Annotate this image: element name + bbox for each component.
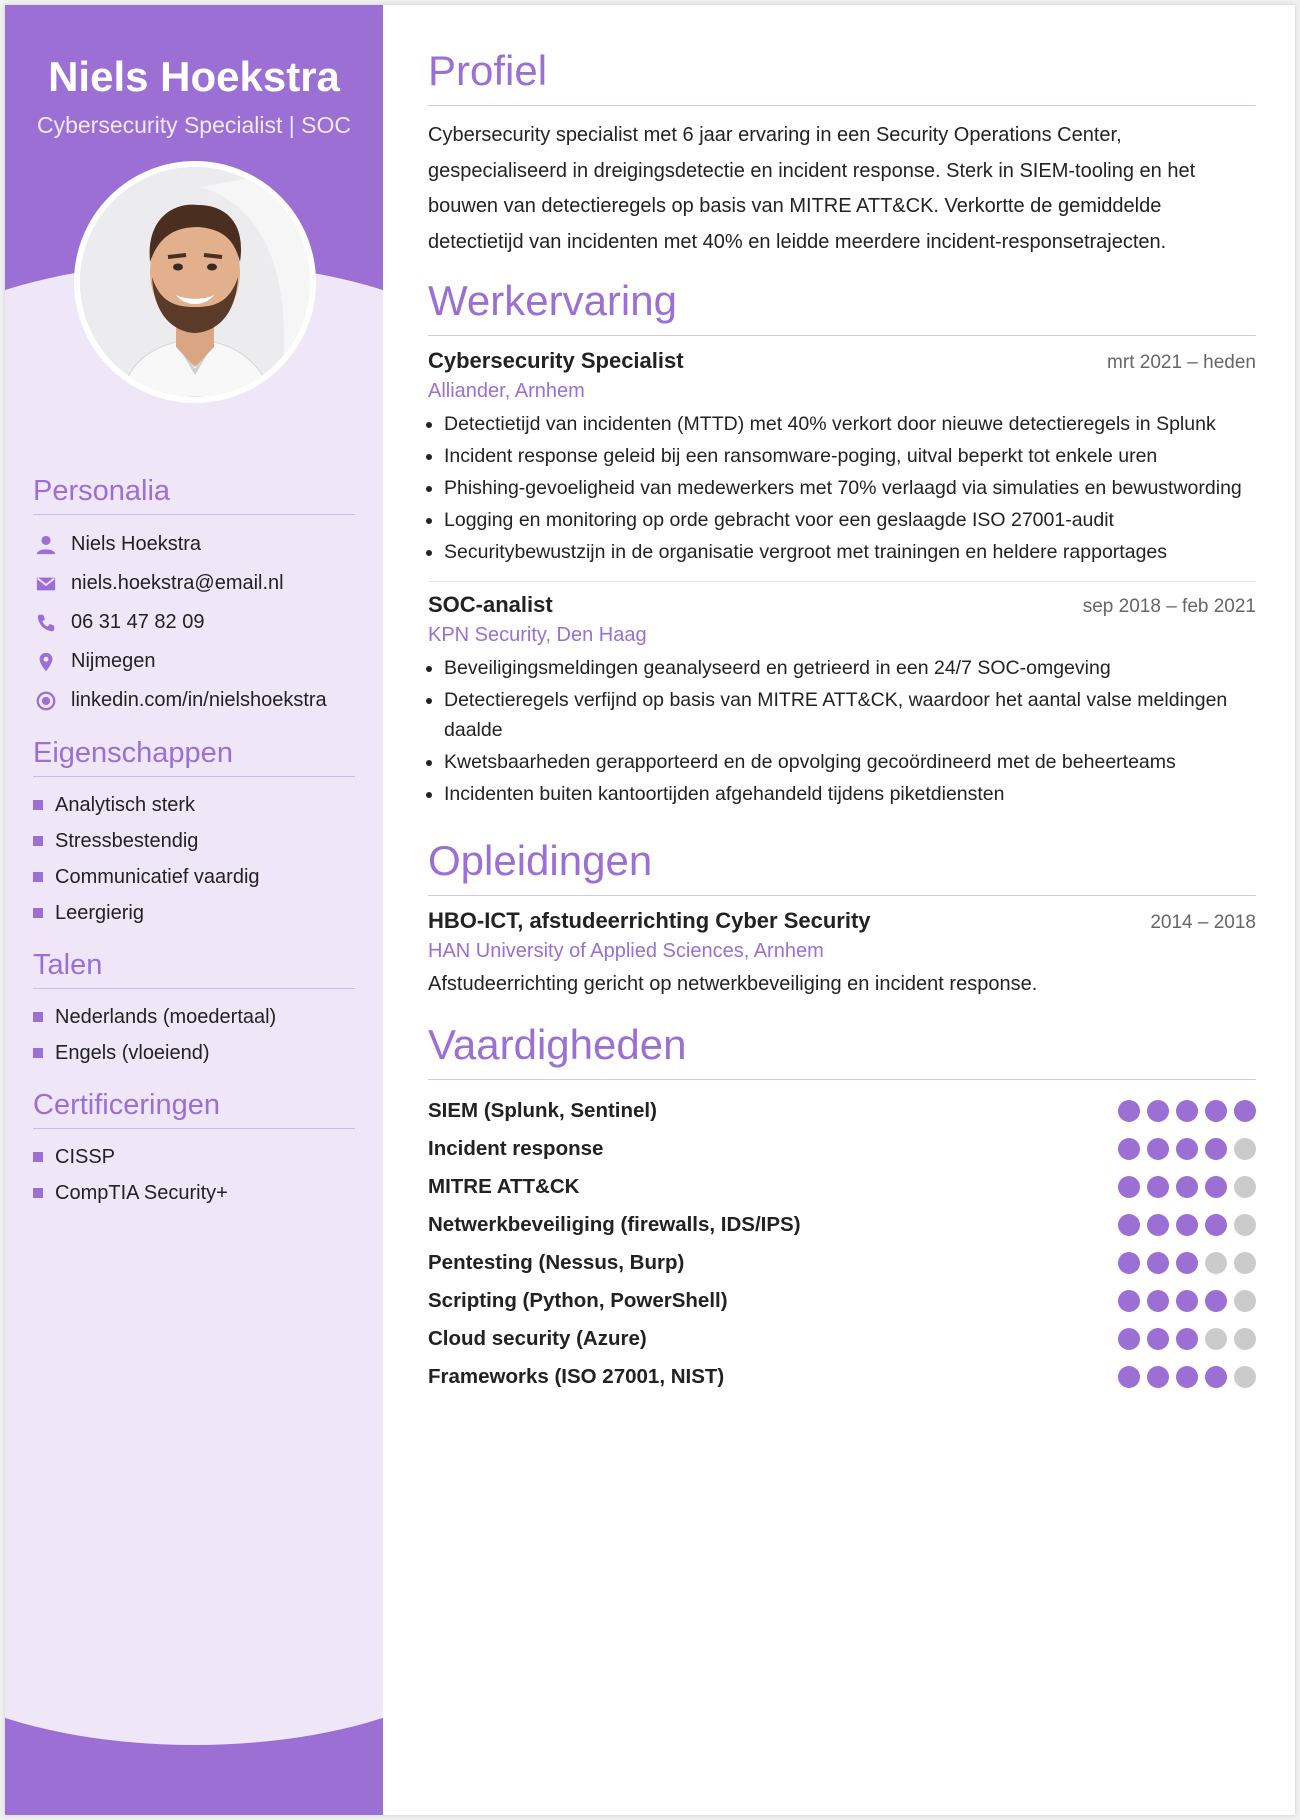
vaardigheden-section — [428, 1021, 1256, 1396]
rating-dot-filled-icon — [1205, 1214, 1227, 1236]
language-label: Engels (vloeiend) — [55, 1041, 210, 1064]
rating-dot-filled-icon — [1118, 1214, 1140, 1236]
skill-name: Incident response — [428, 1137, 604, 1160]
trait-item — [33, 895, 355, 931]
job-bullet: • Securitybewustzijn in de organisatie vergroot met trainingen en heldere rapportages — [444, 537, 1256, 567]
contact-phone[interactable]: 06 31 47 82 09 — [71, 611, 205, 633]
rating-dot-empty-icon — [1205, 1328, 1227, 1350]
rating-dot-filled-icon — [1205, 1176, 1227, 1198]
rating-dot-filled-icon — [1176, 1290, 1198, 1312]
rating-dot-filled-icon — [1118, 1328, 1140, 1350]
skill-rating — [1111, 1214, 1256, 1236]
rating-dot-filled-icon — [1118, 1100, 1140, 1122]
werkervaring-title: Werkervaring — [428, 277, 1256, 336]
bullet-square-icon — [33, 908, 43, 918]
profile-line: Cybersecurity specialist met 6 jaar ervaring in een Security Operations Center, — [428, 124, 1122, 146]
contact-phone-row — [33, 603, 355, 642]
rating-dot-empty-icon — [1234, 1138, 1256, 1160]
trait-label: Leergierig — [55, 901, 144, 924]
rating-dot-filled-icon — [1176, 1214, 1198, 1236]
skill-name: Cloud security (Azure) — [428, 1327, 647, 1350]
job-bullets — [428, 653, 1256, 809]
skill-row — [428, 1358, 1256, 1396]
rating-dot-empty-icon — [1205, 1252, 1227, 1274]
profile-line: detectietijd van incidenten met 40% en leidde meerdere incident-responsetrajecten. — [428, 230, 1167, 253]
profile-line: gespecialiseerd in dreigingsdetectie en incident response. Sterk in SIEM-tooling en het — [428, 159, 1196, 182]
contact-email-row — [33, 564, 355, 603]
job-title: SOC-analist — [428, 592, 553, 617]
werkervaring-section — [428, 277, 1256, 811]
rating-dot-empty-icon — [1234, 1176, 1256, 1198]
job-bullet: • Incident response geleid bij een ransomware-poging, uitval beperkt tot enkele uren — [444, 441, 1256, 471]
rating-dot-filled-icon — [1176, 1366, 1198, 1388]
skill-name: Frameworks (ISO 27001, NIST) — [428, 1365, 725, 1388]
certification-item — [33, 1139, 355, 1175]
rating-dot-filled-icon — [1176, 1176, 1198, 1198]
language-item — [33, 1035, 355, 1071]
rating-dot-filled-icon — [1147, 1252, 1169, 1274]
profile-line: bouwen van detectieregels op basis van MITRE ATT&CK. Verkortte de gemiddelde — [428, 195, 1162, 217]
education-title: HBO-ICT, afstudeerrichting Cyber Security — [428, 908, 871, 933]
language-item — [33, 999, 355, 1035]
job-entry — [428, 592, 1256, 809]
contact-location: Nijmegen — [71, 650, 156, 672]
phone-icon — [35, 612, 57, 634]
bullet-square-icon — [33, 1152, 43, 1162]
rating-dot-filled-icon — [1147, 1290, 1169, 1312]
skill-rating — [1111, 1290, 1256, 1312]
job-entry — [428, 348, 1256, 567]
job-bullet: • Phishing-gevoeligheid van medewerkers met 70% verlaagd via simulaties en bewustwording — [444, 473, 1256, 503]
personalia-section — [33, 475, 355, 720]
rating-dot-filled-icon — [1176, 1138, 1198, 1160]
rating-dot-empty-icon — [1234, 1328, 1256, 1350]
skill-row — [428, 1168, 1256, 1206]
bullet-square-icon — [33, 1188, 43, 1198]
skill-rating — [1111, 1328, 1256, 1350]
vaardigheden-title: Vaardigheden — [428, 1021, 1256, 1080]
rating-dot-filled-icon — [1147, 1100, 1169, 1122]
contact-name-row — [33, 525, 355, 564]
rating-dot-empty-icon — [1234, 1366, 1256, 1388]
eigenschappen-title: Eigenschappen — [33, 737, 355, 777]
education-description: Afstudeerrichting gericht op netwerkbeveiliging en incident response. — [428, 973, 1038, 995]
contact-email[interactable]: niels.hoekstra@email.nl — [71, 572, 284, 594]
job-title: Cybersecurity Specialist — [428, 348, 684, 373]
job-bullet: • Kwetsbaarheden gerapporteerd en de opvolging gecoördineerd met de beheerteams — [444, 747, 1256, 777]
user-icon — [35, 534, 57, 556]
certification-label: CISSP — [55, 1145, 116, 1168]
education-header — [428, 908, 1256, 934]
rating-dot-empty-icon — [1234, 1290, 1256, 1312]
linkedin-icon — [35, 690, 57, 712]
skill-row — [428, 1282, 1256, 1320]
trait-label: Stressbestendig — [55, 829, 199, 852]
sidebar-footer-curve — [5, 1485, 383, 1745]
candidate-subtitle: Cybersecurity Specialist | SOC — [36, 112, 351, 138]
rating-dot-filled-icon — [1118, 1176, 1140, 1198]
job-company: Alliander, Arnhem — [428, 380, 585, 402]
sidebar — [5, 5, 383, 1815]
trait-item — [33, 859, 355, 895]
certification-label: CompTIA Security+ — [55, 1181, 228, 1204]
profiel-title: Profiel — [428, 47, 1256, 106]
rating-dot-filled-icon — [1176, 1100, 1198, 1122]
job-bullets — [428, 409, 1256, 567]
job-header — [428, 592, 1256, 618]
bullet-square-icon — [33, 1012, 43, 1022]
job-divider — [428, 581, 1256, 582]
skill-row — [428, 1320, 1256, 1358]
rating-dot-filled-icon — [1147, 1176, 1169, 1198]
rating-dot-empty-icon — [1234, 1252, 1256, 1274]
skill-rating — [1111, 1252, 1256, 1274]
profile-text — [428, 118, 1256, 260]
skill-rating — [1111, 1138, 1256, 1160]
trait-item — [33, 787, 355, 823]
skill-name: Pentesting (Nessus, Burp) — [428, 1251, 685, 1274]
rating-dot-filled-icon — [1234, 1100, 1256, 1122]
job-bullet: • Logging en monitoring op orde gebracht voor een geslaagde ISO 27001-audit — [444, 505, 1256, 535]
rating-dot-filled-icon — [1118, 1138, 1140, 1160]
trait-label: Communicatief vaardig — [55, 865, 260, 888]
candidate-name: Niels Hoekstra — [48, 53, 340, 100]
rating-dot-filled-icon — [1205, 1100, 1227, 1122]
skill-name: Netwerkbeveiliging (firewalls, IDS/IPS) — [428, 1213, 801, 1236]
personalia-title: Personalia — [33, 475, 355, 515]
job-bullet: • Detectieregels verfijnd op basis van MITRE ATT&CK, waardoor het aantal valse meldingen daalde — [444, 685, 1256, 745]
rating-dot-filled-icon — [1118, 1290, 1140, 1312]
rating-dot-filled-icon — [1176, 1252, 1198, 1274]
skill-row — [428, 1244, 1256, 1282]
language-label: Nederlands (moedertaal) — [55, 1005, 277, 1028]
job-company: KPN Security, Den Haag — [428, 624, 647, 646]
skill-name: SIEM (Splunk, Sentinel) — [428, 1099, 657, 1122]
bullet-square-icon — [33, 872, 43, 882]
bullet-square-icon — [33, 800, 43, 810]
bullet-square-icon — [33, 836, 43, 846]
rating-dot-filled-icon — [1205, 1138, 1227, 1160]
skills-list — [428, 1092, 1256, 1396]
rating-dot-empty-icon — [1234, 1214, 1256, 1236]
rating-dot-filled-icon — [1118, 1366, 1140, 1388]
talen-section — [33, 949, 355, 1071]
skill-row — [428, 1092, 1256, 1130]
job-bullet: • Incidenten buiten kantoortijden afgehandeld tijdens piketdiensten — [444, 779, 1256, 809]
mail-icon — [35, 573, 57, 595]
skill-rating — [1111, 1176, 1256, 1198]
education-date: 2014 – 2018 — [1150, 912, 1256, 933]
contact-linkedin[interactable]: linkedin.com/in/nielshoekstra — [71, 689, 327, 711]
trait-label: Analytisch sterk — [55, 793, 196, 816]
rating-dot-filled-icon — [1147, 1366, 1169, 1388]
job-bullet: • Detectietijd van incidenten (MTTD) met 40% verkort door nieuwe detectieregels in Splunk — [444, 409, 1256, 439]
job-bullet: • Beveiligingsmeldingen geanalyseerd en getrieerd in een 24/7 SOC-omgeving — [444, 653, 1256, 683]
location-icon — [35, 651, 57, 673]
skill-row — [428, 1206, 1256, 1244]
rating-dot-filled-icon — [1205, 1366, 1227, 1388]
job-date: sep 2018 – feb 2021 — [1082, 596, 1256, 617]
skill-name: Scripting (Python, PowerShell) — [428, 1289, 728, 1312]
eigenschappen-section — [33, 737, 355, 931]
rating-dot-filled-icon — [1176, 1328, 1198, 1350]
skill-rating — [1111, 1100, 1256, 1122]
certificeringen-section — [33, 1089, 355, 1211]
education-school: HAN University of Applied Sciences, Arnhem — [428, 940, 824, 962]
rating-dot-filled-icon — [1118, 1252, 1140, 1274]
profile-photo — [74, 161, 316, 403]
contact-location-row — [33, 642, 355, 681]
rating-dot-filled-icon — [1147, 1214, 1169, 1236]
skill-name: MITRE ATT&CK — [428, 1175, 580, 1198]
contact-name: Niels Hoekstra — [71, 533, 202, 555]
portrait-image — [80, 167, 310, 397]
skill-row — [428, 1130, 1256, 1168]
opleidingen-title: Opleidingen — [428, 837, 1256, 896]
rating-dot-filled-icon — [1205, 1290, 1227, 1312]
resume-page — [5, 5, 1295, 1815]
certification-item — [33, 1175, 355, 1211]
contact-linkedin-row — [33, 681, 355, 720]
job-header — [428, 348, 1256, 374]
job-date: mrt 2021 – heden — [1107, 352, 1256, 373]
trait-item — [33, 823, 355, 859]
rating-dot-filled-icon — [1147, 1328, 1169, 1350]
rating-dot-filled-icon — [1147, 1138, 1169, 1160]
opleidingen-section — [428, 837, 1256, 996]
bullet-square-icon — [33, 1048, 43, 1058]
certificeringen-title: Certificeringen — [33, 1089, 355, 1129]
profiel-section — [428, 47, 1256, 260]
talen-title: Talen — [33, 949, 355, 989]
skill-rating — [1111, 1366, 1256, 1388]
